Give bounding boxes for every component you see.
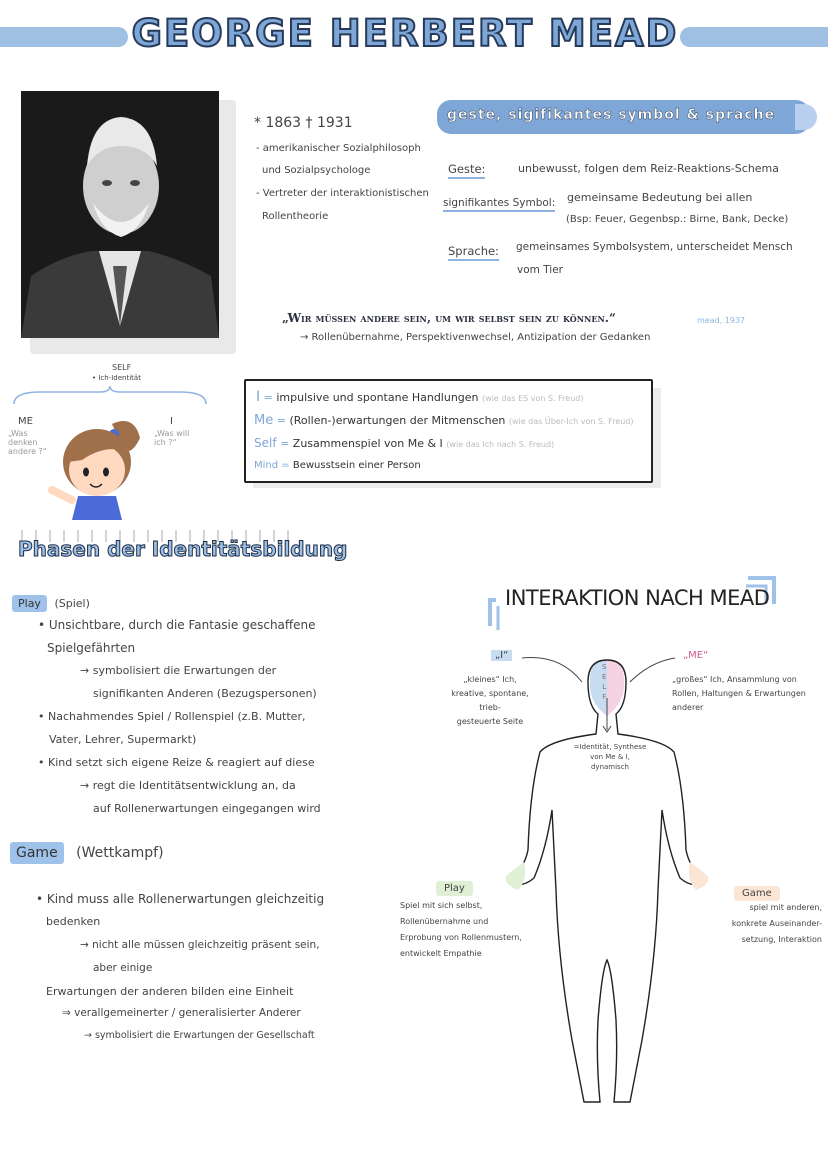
def-row (448, 162, 485, 176)
game-tag: Game (10, 842, 64, 864)
game-line: Erwartungen der anderen bilden eine Einheit (46, 985, 294, 998)
play-figure-label: Play (436, 881, 473, 896)
game-figure-label: Game (734, 886, 780, 901)
identity-line: von Me & I, (590, 753, 630, 761)
def-eq: = (280, 437, 290, 450)
human-figure (480, 640, 820, 1120)
game-text-line: setzung, Interaktion (741, 935, 822, 944)
play-line: → regt die Identitätsentwicklung an, da (80, 779, 296, 792)
pill-shadow (795, 104, 817, 130)
bio-line: - Vertreter der interaktionistischen (256, 188, 429, 199)
def-row (443, 191, 555, 210)
title-bar-left (0, 27, 128, 47)
bio-line: Rollentheorie (262, 211, 329, 222)
me-sub: „Was denken andere ?“ (8, 429, 47, 456)
i-text-line: kreative, spontane, trieb- (451, 689, 529, 712)
play-line: → symbolisiert die Erwartungen der (80, 664, 277, 677)
self-brace (10, 384, 210, 406)
self-letter: F (602, 693, 607, 701)
me-text-line: Rollen, Haltungen & Erwartungen (672, 689, 806, 698)
play-line: signifikanten Anderen (Bezugspersonen) (93, 687, 317, 700)
i-bubble-label: „I“ (491, 650, 512, 661)
play-line: • Kind setzt sich eigene Reize & reagiert auf diese (38, 756, 315, 769)
def-row-i (256, 389, 583, 405)
me-bubble-label: „ME“ (683, 650, 709, 661)
definitions-box (244, 379, 653, 483)
def-row-mind (254, 460, 421, 471)
portrait-photo (21, 91, 219, 338)
me-text-line: „großes“ Ich, Ansammlung von (672, 675, 797, 684)
def-row-self (254, 436, 554, 450)
def-note: (wie das ES von S. Freud) (482, 394, 584, 403)
game-text-line: spiel mit anderen, (749, 903, 822, 912)
def-note: (wie das Über-Ich von S. Freud) (508, 417, 634, 426)
game-heading (10, 842, 164, 864)
term-sprache: Sprache: (448, 244, 499, 261)
def-eq: = (276, 414, 286, 427)
def-text: gemeinsame Bedeutung bei allen (567, 191, 753, 204)
portrait-illustration (21, 91, 219, 338)
play-line: Vater, Lehrer, Supermarkt) (49, 733, 197, 746)
i-label: I (170, 416, 173, 427)
quote-text: „Wir müssen andere sein, um wir selbst sein zu können.“ (282, 311, 616, 325)
def-text: unbewusst, folgen dem Reiz-Reaktions-Schema (518, 162, 780, 175)
interaction-heading: INTERAKTION NACH MEAD (505, 586, 770, 610)
def-note: (wie das Ich nach S. Freud) (446, 440, 555, 449)
play-line: • Unsichtbare, durch die Fantasie geschaffene (38, 618, 316, 632)
game-line: → symbolisiert die Erwartungen der Gesellschaft (84, 1030, 315, 1041)
game-sub: (Wettkampf) (76, 845, 164, 861)
game-figure-text (726, 900, 822, 948)
page-title: GEORGE HERBERT MEAD (131, 12, 679, 55)
self-letter: S (602, 663, 607, 671)
play-text-line: entwickelt Empathie (400, 949, 482, 958)
identity-text (566, 742, 654, 772)
self-sub: • Ich-Identität (92, 374, 141, 382)
def-text: vom Tier (517, 264, 563, 276)
play-line: auf Rollenerwartungen eingegangen wird (93, 802, 321, 815)
def-key: Self (254, 436, 277, 450)
play-text-line: Erprobung von Rollenmustern, (400, 933, 522, 942)
phases-heading: Phasen der Identitätsbildung (18, 537, 348, 561)
game-line: aber einige (93, 962, 153, 974)
game-line: ⇒ verallgemeinerter / generalisierter Anderer (62, 1007, 301, 1019)
play-sub: (Spiel) (54, 597, 90, 610)
self-letter: E (602, 673, 607, 681)
i-sub: „Was will ich ?“ (154, 429, 190, 447)
term-geste: Geste: (448, 162, 485, 179)
play-line: Spielgefährten (47, 641, 136, 655)
quote-note: → Rollenübernahme, Perspektivenwechsel, Antizipation der Gedanken (300, 332, 651, 343)
game-line: bedenken (46, 915, 101, 928)
term-symbol: signifikantes Symbol: (443, 197, 555, 212)
def-key: Mind (254, 460, 279, 471)
girl-illustration (42, 410, 152, 520)
def-eq: = (263, 391, 273, 404)
self-letters (602, 662, 606, 702)
identity-line: =Identität, Synthese (573, 743, 647, 751)
def-eq: = (281, 460, 290, 471)
def-text: (Rollen-)erwartungen der Mitmenschen (289, 414, 506, 427)
me-label: ME (18, 416, 33, 427)
section-heading: geste, sigifikantes symbol & sprache (447, 107, 776, 123)
def-text: (Bsp: Feuer, Gegenbsp.: Birne, Bank, Decke) (566, 214, 789, 225)
play-heading (12, 595, 90, 612)
quote-source: mead, 1937 (697, 316, 746, 325)
bio-line: und Sozialpsychologe (262, 165, 371, 176)
play-figure-text (400, 898, 522, 962)
game-line: → nicht alle müssen gleichzeitig präsent sein, (80, 939, 320, 951)
play-tag: Play (12, 595, 47, 612)
game-figure-tag (734, 881, 780, 900)
play-text-line: Rollenübernahme und (400, 917, 489, 926)
bio-dates: * 1863 † 1931 (254, 115, 353, 131)
def-key: Me (254, 413, 274, 428)
section-heading-pill (437, 100, 810, 134)
game-line: • Kind muss alle Rollenerwartungen gleichzeitig (36, 892, 325, 906)
def-row (448, 240, 499, 259)
def-text: Bewusstsein einer Person (292, 460, 421, 471)
bio-line: - amerikanischer Sozialphilosoph (256, 143, 421, 154)
title-bar-right (680, 27, 828, 47)
me-text-line: anderer (672, 703, 704, 712)
def-text: Zusammenspiel von Me & I (292, 437, 443, 450)
def-text: gemeinsames Symbolsystem, unterscheidet Mensch (516, 241, 793, 253)
play-line: • Nachahmendes Spiel / Rollenspiel (z.B. Mutter, (38, 710, 306, 723)
self-label: SELF (112, 363, 132, 372)
def-key: I (256, 389, 261, 405)
play-figure-tag (436, 876, 473, 895)
game-text-line: konkrete Auseinander- (731, 919, 822, 928)
i-text-line: gesteuerte Seite (456, 717, 524, 726)
self-letter: L (602, 683, 607, 691)
i-text-line: „kleines“ Ich, (463, 675, 517, 684)
def-row-me (254, 413, 634, 428)
def-text: impulsive und spontane Handlungen (276, 391, 479, 404)
play-text-line: Spiel mit sich selbst, (400, 901, 483, 910)
identity-line: dynamisch (590, 763, 629, 771)
